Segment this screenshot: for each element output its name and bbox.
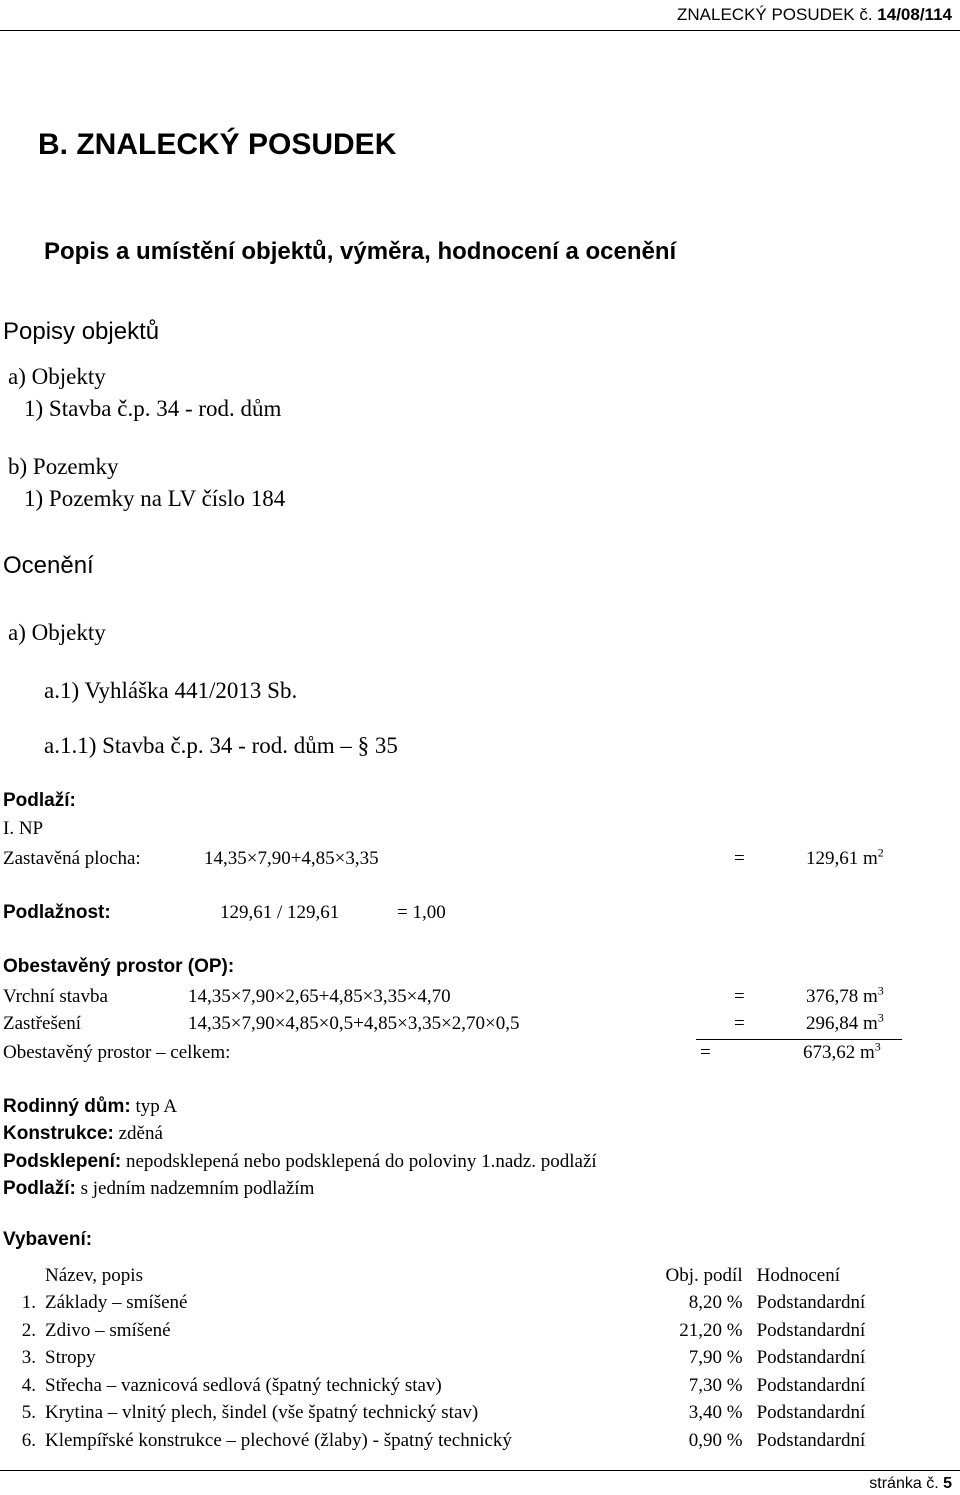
row-name: Klempířské konstrukce – plechové (žlaby) - špatný technický	[45, 1429, 512, 1451]
oceneni-a11-section: § 35	[357, 733, 398, 758]
op-row-formula: 14,35×7,90×4,85×0,5+4,85×3,35×2,70×0,5	[188, 1013, 520, 1034]
row-rating: Podstandardní	[756, 1347, 866, 1369]
info-podlazi	[3, 1178, 314, 1200]
vybaveni-label: Vybavení:	[3, 1229, 93, 1250]
info-rodinny-dum	[3, 1096, 177, 1118]
equipment-table	[0, 1262, 900, 1455]
info-kon-label: Konstrukce:	[3, 1123, 114, 1144]
table-row	[0, 1372, 900, 1400]
row-share: 7,30 %	[688, 1374, 743, 1396]
popisy-b-label: b) Pozemky	[8, 454, 119, 479]
row-share: 0,90 %	[688, 1429, 743, 1451]
row-num: 6.	[21, 1429, 36, 1451]
op-total-label: Obestavěný prostor – celkem:	[3, 1042, 231, 1063]
info-rd-label: Rodinný dům:	[3, 1096, 131, 1117]
op-row-value-number: 296,84 m	[806, 1013, 878, 1034]
oceneni-a1: a.1) Vyhláška 441/2013 Sb.	[44, 678, 298, 703]
info-pdl-label: Podlaží:	[3, 1178, 76, 1199]
row-share: 8,20 %	[688, 1292, 743, 1314]
podlaznost-label-text: Podlažnost:	[3, 902, 111, 923]
page-title: B. ZNALECKÝ POSUDEK	[38, 128, 397, 161]
row-share: 3,40 %	[688, 1402, 743, 1424]
row-num: 3.	[21, 1347, 36, 1369]
op-row-eq: =	[734, 1013, 745, 1034]
op-total-eq: =	[700, 1042, 711, 1063]
row-rating: Podstandardní	[756, 1319, 866, 1341]
table-row	[0, 1400, 900, 1428]
zastavena-eq: =	[734, 848, 745, 869]
info-pod-label: Podsklepení:	[3, 1151, 122, 1172]
oceneni-heading: Ocenění	[3, 552, 94, 579]
op-row-value	[806, 983, 884, 1008]
op-row-eq: =	[734, 986, 745, 1007]
oceneni-a11	[44, 733, 398, 759]
op-total-value	[803, 1039, 881, 1064]
header-doc-label: ZNALECKÝ POSUDEK č.	[677, 5, 873, 24]
row-num: 1.	[21, 1292, 36, 1314]
info-kon-value: zděná	[118, 1123, 163, 1144]
oceneni-a-label: a) Objekty	[8, 620, 106, 645]
row-num: 2.	[21, 1319, 36, 1341]
table-row	[0, 1345, 900, 1373]
op-row-name: Zastřešení	[3, 1013, 82, 1034]
zastavena-formula: 14,35×7,90+4,85×3,35	[204, 848, 379, 869]
podlaznost-result: = 1,00	[397, 902, 446, 923]
floor-name: I. NP	[3, 818, 44, 839]
row-name: Základy – smíšené	[45, 1292, 188, 1314]
col-share-header: Obj. podíl	[665, 1264, 743, 1286]
table-row	[0, 1427, 900, 1455]
op-row-value	[806, 1010, 884, 1035]
popisy-heading: Popisy objektů	[3, 318, 160, 345]
row-name: Stropy	[45, 1347, 96, 1369]
op-row-exp: 3	[877, 1010, 884, 1025]
zastavena-value-number: 129,61 m	[806, 848, 878, 869]
op-row-exp: 3	[877, 983, 884, 998]
row-rating: Podstandardní	[756, 1292, 866, 1314]
row-share: 21,20 %	[679, 1319, 743, 1341]
op-row-value-number: 376,78 m	[806, 986, 878, 1007]
row-name: Zdivo – smíšené	[45, 1319, 171, 1341]
table-row	[0, 1317, 900, 1345]
row-rating: Podstandardní	[756, 1429, 866, 1451]
col-name-header: Název, popis	[45, 1264, 143, 1286]
popisy-a-label: a) Objekty	[8, 364, 106, 389]
info-rd-value: typ A	[135, 1096, 178, 1117]
row-name: Krytina – vlnitý plech, šindel (vše špatný technický stav)	[45, 1402, 479, 1424]
row-rating: Podstandardní	[756, 1374, 866, 1396]
popisy-b-item: 1) Pozemky na LV číslo 184	[24, 486, 286, 511]
op-total-value-number: 673,62 m	[803, 1042, 875, 1063]
footer-rule	[0, 1470, 960, 1471]
oceneni-a11-dash: –	[340, 733, 352, 758]
footer-page-number: 5	[943, 1475, 952, 1492]
col-rating-header: Hodnocení	[756, 1264, 840, 1286]
op-row-name: Vrchní stavba	[3, 986, 108, 1007]
op-total-exp: 3	[874, 1039, 881, 1054]
row-rating: Podstandardní	[756, 1402, 866, 1424]
op-row-formula: 14,35×7,90×2,65+4,85×3,35×4,70	[188, 986, 451, 1007]
zastavena-label: Zastavěná plocha:	[3, 848, 141, 869]
table-header-row	[0, 1262, 900, 1290]
podlaznost-formula: 129,61 / 129,61	[220, 902, 340, 923]
table-row	[0, 1290, 900, 1318]
info-pdl-value: s jedním nadzemním podlažím	[80, 1178, 315, 1199]
row-num: 4.	[21, 1374, 36, 1396]
header-doc-number: 14/08/114	[877, 5, 952, 24]
header-rule	[0, 30, 960, 31]
row-share: 7,90 %	[688, 1347, 743, 1369]
section-subtitle: Popis a umístění objektů, výměra, hodnocení a ocenění	[44, 238, 677, 265]
podlazi-label: Podlaží:	[3, 790, 76, 811]
podlaznost-label	[3, 902, 111, 924]
info-podsklepeni	[3, 1151, 597, 1173]
popisy-a-item: 1) Stavba č.p. 34 - rod. dům	[24, 396, 282, 421]
info-konstrukce	[3, 1123, 163, 1145]
zastavena-exp: 2	[877, 845, 884, 860]
zastavena-value	[806, 845, 884, 870]
op-sum-rule	[696, 1039, 902, 1040]
running-header	[677, 5, 952, 25]
info-pod-value: nepodsklepená nebo podsklepená do poloviny 1.nadz. podlaží	[126, 1151, 597, 1172]
oceneni-a11-title: a.1.1) Stavba č.p. 34 - rod. dům	[44, 733, 335, 758]
page-footer	[869, 1475, 952, 1493]
op-label: Obestavěný prostor (OP):	[3, 956, 235, 977]
row-num: 5.	[21, 1402, 36, 1424]
footer-page-label: stránka č.	[869, 1475, 939, 1492]
row-name: Střecha – vaznicová sedlová (špatný technický stav)	[45, 1374, 442, 1396]
